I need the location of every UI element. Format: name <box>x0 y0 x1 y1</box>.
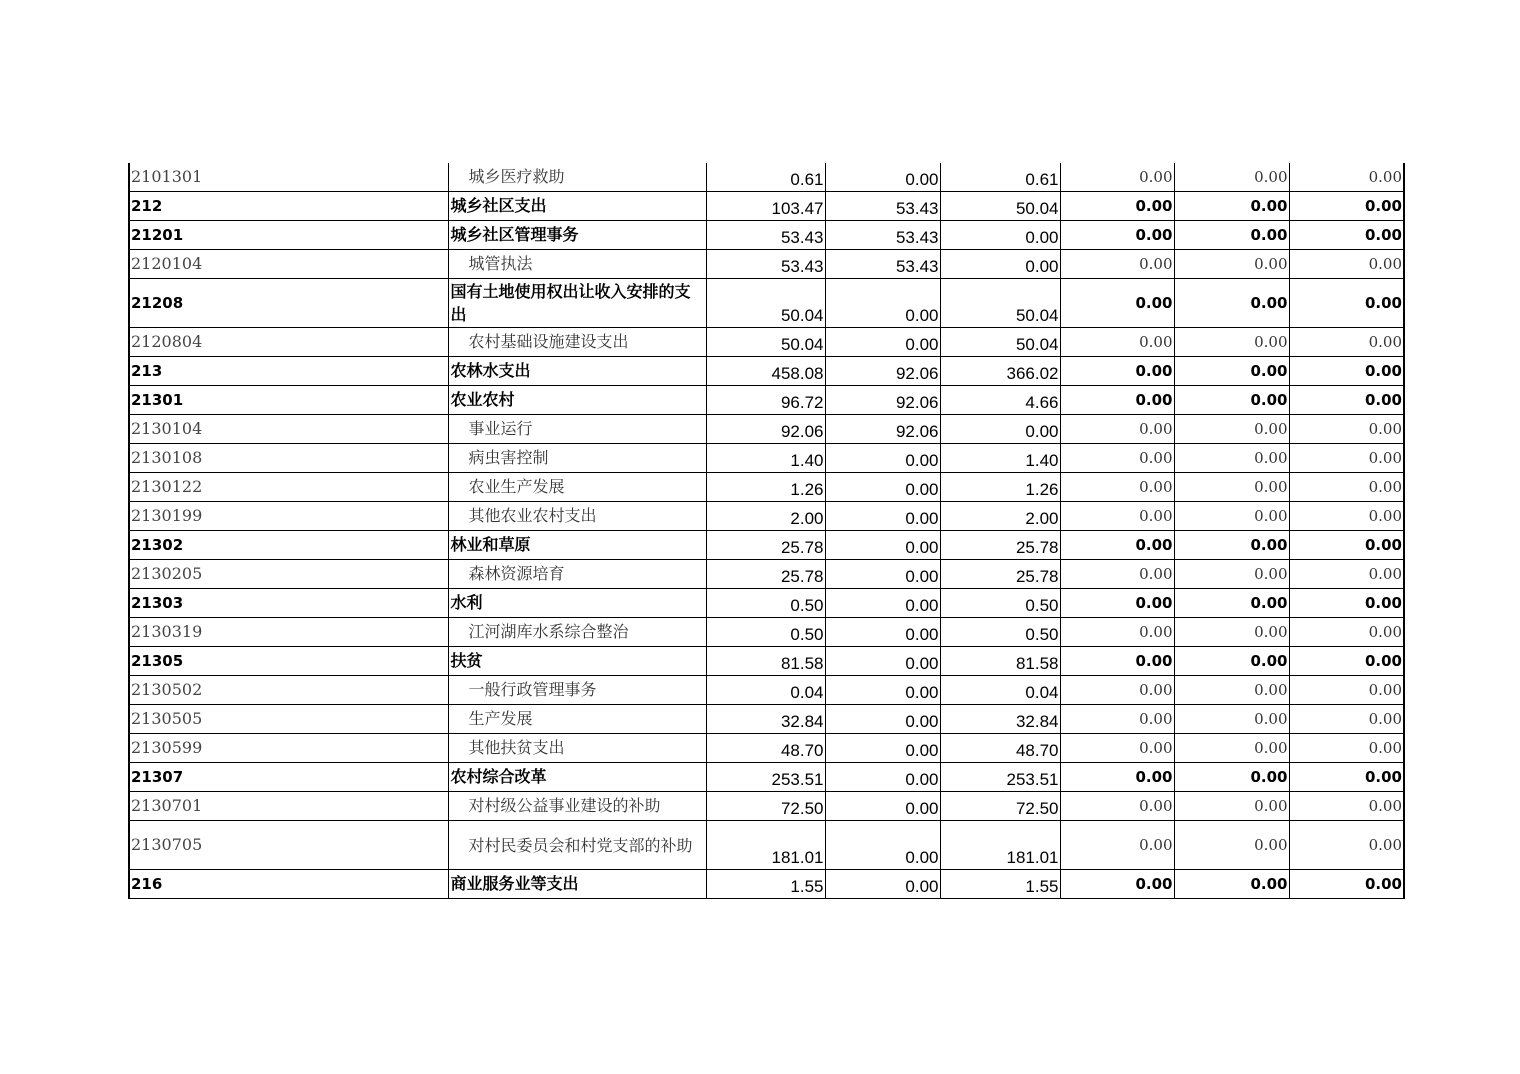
row-value-4: 0.00 <box>1060 444 1174 473</box>
table-row <box>129 502 1404 531</box>
row-basic: 53.43 <box>825 221 940 250</box>
row-value-5: 0.00 <box>1174 705 1289 734</box>
row-project: 25.78 <box>940 560 1060 589</box>
row-value-6: 0.00 <box>1289 192 1404 221</box>
row-name: 江河湖库水系综合整治 <box>448 618 706 647</box>
row-total: 0.50 <box>706 589 825 618</box>
row-name: 城管执法 <box>448 250 706 279</box>
table-row <box>129 647 1404 676</box>
row-value-5: 0.00 <box>1174 473 1289 502</box>
row-value-4: 0.00 <box>1060 763 1174 792</box>
row-value-4: 0.00 <box>1060 676 1174 705</box>
row-value-5: 0.00 <box>1174 560 1289 589</box>
row-value-6: 0.00 <box>1289 676 1404 705</box>
row-code: 2101301 <box>129 163 448 192</box>
row-project: 0.50 <box>940 589 1060 618</box>
row-code: 21305 <box>129 647 448 676</box>
table-row <box>129 705 1404 734</box>
row-value-6: 0.00 <box>1289 763 1404 792</box>
row-total: 48.70 <box>706 734 825 763</box>
table-row <box>129 473 1404 502</box>
table-row <box>129 763 1404 792</box>
table-row <box>129 734 1404 763</box>
row-value-5: 0.00 <box>1174 328 1289 357</box>
row-value-4: 0.00 <box>1060 647 1174 676</box>
row-project: 48.70 <box>940 734 1060 763</box>
table-row <box>129 386 1404 415</box>
row-project: 32.84 <box>940 705 1060 734</box>
table-row <box>129 531 1404 560</box>
row-value-6: 0.00 <box>1289 279 1404 328</box>
row-total: 253.51 <box>706 763 825 792</box>
row-value-4: 0.00 <box>1060 560 1174 589</box>
budget-table <box>128 163 1405 899</box>
row-basic: 0.00 <box>825 279 940 328</box>
row-value-5: 0.00 <box>1174 386 1289 415</box>
row-total: 25.78 <box>706 560 825 589</box>
row-code: 21208 <box>129 279 448 328</box>
row-value-4: 0.00 <box>1060 328 1174 357</box>
table-row <box>129 444 1404 473</box>
row-basic: 92.06 <box>825 386 940 415</box>
row-total: 1.55 <box>706 870 825 899</box>
row-value-6: 0.00 <box>1289 531 1404 560</box>
row-code: 21303 <box>129 589 448 618</box>
row-value-4: 0.00 <box>1060 221 1174 250</box>
row-total: 32.84 <box>706 705 825 734</box>
row-value-5: 0.00 <box>1174 163 1289 192</box>
row-total: 0.61 <box>706 163 825 192</box>
row-project: 50.04 <box>940 279 1060 328</box>
row-value-4: 0.00 <box>1060 618 1174 647</box>
row-value-6: 0.00 <box>1289 705 1404 734</box>
row-name: 农村综合改革 <box>448 763 706 792</box>
row-project: 72.50 <box>940 792 1060 821</box>
row-project: 4.66 <box>940 386 1060 415</box>
row-name: 病虫害控制 <box>448 444 706 473</box>
row-name: 农业农村 <box>448 386 706 415</box>
row-total: 53.43 <box>706 221 825 250</box>
row-basic: 0.00 <box>825 647 940 676</box>
row-total: 53.43 <box>706 250 825 279</box>
table-row <box>129 792 1404 821</box>
row-basic: 0.00 <box>825 734 940 763</box>
row-value-4: 0.00 <box>1060 357 1174 386</box>
row-value-5: 0.00 <box>1174 734 1289 763</box>
row-value-6: 0.00 <box>1289 792 1404 821</box>
row-total: 103.47 <box>706 192 825 221</box>
row-code: 2130104 <box>129 415 448 444</box>
row-value-4: 0.00 <box>1060 821 1174 870</box>
row-value-5: 0.00 <box>1174 502 1289 531</box>
row-project: 50.04 <box>940 328 1060 357</box>
row-basic: 0.00 <box>825 163 940 192</box>
row-project: 25.78 <box>940 531 1060 560</box>
row-name: 其他农业农村支出 <box>448 502 706 531</box>
row-code: 2130319 <box>129 618 448 647</box>
table-row <box>129 415 1404 444</box>
row-code: 21201 <box>129 221 448 250</box>
table-row <box>129 560 1404 589</box>
row-value-6: 0.00 <box>1289 618 1404 647</box>
row-value-5: 0.00 <box>1174 279 1289 328</box>
row-code: 2130505 <box>129 705 448 734</box>
table-row <box>129 676 1404 705</box>
row-project: 0.50 <box>940 618 1060 647</box>
row-value-6: 0.00 <box>1289 589 1404 618</box>
row-name: 城乡社区管理事务 <box>448 221 706 250</box>
row-basic: 0.00 <box>825 502 940 531</box>
row-value-4: 0.00 <box>1060 163 1174 192</box>
row-total: 50.04 <box>706 328 825 357</box>
table-row <box>129 221 1404 250</box>
row-total: 181.01 <box>706 821 825 870</box>
row-basic: 92.06 <box>825 415 940 444</box>
row-value-6: 0.00 <box>1289 734 1404 763</box>
table-row <box>129 163 1404 192</box>
row-total: 72.50 <box>706 792 825 821</box>
row-basic: 0.00 <box>825 589 940 618</box>
row-name: 对村民委员会和村党支部的补助 <box>448 821 706 870</box>
row-value-4: 0.00 <box>1060 589 1174 618</box>
row-value-4: 0.00 <box>1060 415 1174 444</box>
row-value-6: 0.00 <box>1289 415 1404 444</box>
row-code: 21307 <box>129 763 448 792</box>
row-code: 2120804 <box>129 328 448 357</box>
row-code: 21302 <box>129 531 448 560</box>
row-basic: 0.00 <box>825 705 940 734</box>
row-code: 216 <box>129 870 448 899</box>
row-code: 2130199 <box>129 502 448 531</box>
row-total: 0.50 <box>706 618 825 647</box>
row-project: 0.00 <box>940 221 1060 250</box>
row-value-5: 0.00 <box>1174 415 1289 444</box>
row-name: 农林水支出 <box>448 357 706 386</box>
row-value-5: 0.00 <box>1174 531 1289 560</box>
row-basic: 53.43 <box>825 192 940 221</box>
row-basic: 0.00 <box>825 763 940 792</box>
table-row <box>129 618 1404 647</box>
row-basic: 0.00 <box>825 473 940 502</box>
row-project: 366.02 <box>940 357 1060 386</box>
row-value-6: 0.00 <box>1289 163 1404 192</box>
table-row <box>129 357 1404 386</box>
row-basic: 0.00 <box>825 676 940 705</box>
row-value-5: 0.00 <box>1174 647 1289 676</box>
row-value-5: 0.00 <box>1174 221 1289 250</box>
table-row <box>129 589 1404 618</box>
row-value-4: 0.00 <box>1060 279 1174 328</box>
table-row <box>129 328 1404 357</box>
table-row <box>129 250 1404 279</box>
row-project: 181.01 <box>940 821 1060 870</box>
table-row <box>129 821 1404 870</box>
row-value-4: 0.00 <box>1060 192 1174 221</box>
row-value-6: 0.00 <box>1289 221 1404 250</box>
row-code: 2130502 <box>129 676 448 705</box>
row-name: 农村基础设施建设支出 <box>448 328 706 357</box>
row-basic: 0.00 <box>825 531 940 560</box>
row-code: 2130705 <box>129 821 448 870</box>
row-total: 25.78 <box>706 531 825 560</box>
row-value-6: 0.00 <box>1289 821 1404 870</box>
row-name: 城乡社区支出 <box>448 192 706 221</box>
row-value-6: 0.00 <box>1289 473 1404 502</box>
row-name: 生产发展 <box>448 705 706 734</box>
row-name: 扶贫 <box>448 647 706 676</box>
row-code: 2120104 <box>129 250 448 279</box>
row-basic: 0.00 <box>825 444 940 473</box>
row-basic: 53.43 <box>825 250 940 279</box>
row-value-4: 0.00 <box>1060 870 1174 899</box>
row-name: 商业服务业等支出 <box>448 870 706 899</box>
row-name: 事业运行 <box>448 415 706 444</box>
row-basic: 0.00 <box>825 560 940 589</box>
row-code: 2130108 <box>129 444 448 473</box>
row-value-5: 0.00 <box>1174 870 1289 899</box>
row-name: 林业和草原 <box>448 531 706 560</box>
row-total: 0.04 <box>706 676 825 705</box>
row-project: 1.26 <box>940 473 1060 502</box>
row-code: 21301 <box>129 386 448 415</box>
row-value-5: 0.00 <box>1174 676 1289 705</box>
row-value-5: 0.00 <box>1174 357 1289 386</box>
row-value-5: 0.00 <box>1174 250 1289 279</box>
row-value-5: 0.00 <box>1174 618 1289 647</box>
row-basic: 0.00 <box>825 618 940 647</box>
row-code: 2130599 <box>129 734 448 763</box>
row-name: 水利 <box>448 589 706 618</box>
row-code: 213 <box>129 357 448 386</box>
row-value-5: 0.00 <box>1174 192 1289 221</box>
row-value-4: 0.00 <box>1060 792 1174 821</box>
row-code: 2130701 <box>129 792 448 821</box>
row-basic: 0.00 <box>825 792 940 821</box>
row-value-6: 0.00 <box>1289 502 1404 531</box>
row-name: 森林资源培育 <box>448 560 706 589</box>
row-value-4: 0.00 <box>1060 734 1174 763</box>
row-name: 城乡医疗救助 <box>448 163 706 192</box>
row-value-5: 0.00 <box>1174 763 1289 792</box>
row-name: 国有土地使用权出让收入安排的支出 <box>448 279 706 328</box>
row-value-4: 0.00 <box>1060 531 1174 560</box>
row-value-4: 0.00 <box>1060 250 1174 279</box>
row-value-4: 0.00 <box>1060 386 1174 415</box>
row-value-6: 0.00 <box>1289 328 1404 357</box>
row-value-6: 0.00 <box>1289 250 1404 279</box>
row-total: 92.06 <box>706 415 825 444</box>
row-project: 0.04 <box>940 676 1060 705</box>
row-value-6: 0.00 <box>1289 386 1404 415</box>
row-code: 212 <box>129 192 448 221</box>
table-row <box>129 279 1404 328</box>
row-project: 0.61 <box>940 163 1060 192</box>
row-code: 2130205 <box>129 560 448 589</box>
row-total: 2.00 <box>706 502 825 531</box>
row-total: 1.40 <box>706 444 825 473</box>
row-basic: 92.06 <box>825 357 940 386</box>
row-project: 0.00 <box>940 415 1060 444</box>
row-project: 50.04 <box>940 192 1060 221</box>
row-project: 1.55 <box>940 870 1060 899</box>
row-project: 253.51 <box>940 763 1060 792</box>
row-value-5: 0.00 <box>1174 444 1289 473</box>
row-project: 81.58 <box>940 647 1060 676</box>
row-name: 农业生产发展 <box>448 473 706 502</box>
row-value-5: 0.00 <box>1174 589 1289 618</box>
row-value-4: 0.00 <box>1060 473 1174 502</box>
row-value-6: 0.00 <box>1289 870 1404 899</box>
row-value-6: 0.00 <box>1289 560 1404 589</box>
row-name: 一般行政管理事务 <box>448 676 706 705</box>
row-value-5: 0.00 <box>1174 821 1289 870</box>
table-row <box>129 192 1404 221</box>
row-basic: 0.00 <box>825 821 940 870</box>
table-body <box>129 163 1404 899</box>
row-value-6: 0.00 <box>1289 647 1404 676</box>
row-value-4: 0.00 <box>1060 502 1174 531</box>
row-name: 对村级公益事业建设的补助 <box>448 792 706 821</box>
row-total: 458.08 <box>706 357 825 386</box>
row-value-5: 0.00 <box>1174 792 1289 821</box>
row-project: 2.00 <box>940 502 1060 531</box>
row-value-6: 0.00 <box>1289 444 1404 473</box>
row-total: 50.04 <box>706 279 825 328</box>
row-basic: 0.00 <box>825 870 940 899</box>
row-project: 0.00 <box>940 250 1060 279</box>
row-total: 81.58 <box>706 647 825 676</box>
table-row <box>129 870 1404 899</box>
row-total: 96.72 <box>706 386 825 415</box>
row-project: 1.40 <box>940 444 1060 473</box>
row-name: 其他扶贫支出 <box>448 734 706 763</box>
row-basic: 0.00 <box>825 328 940 357</box>
row-value-4: 0.00 <box>1060 705 1174 734</box>
row-code: 2130122 <box>129 473 448 502</box>
row-value-6: 0.00 <box>1289 357 1404 386</box>
row-total: 1.26 <box>706 473 825 502</box>
